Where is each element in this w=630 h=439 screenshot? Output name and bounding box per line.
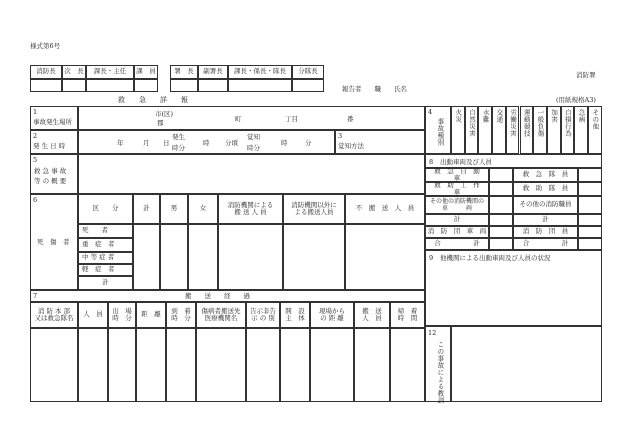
date-year: 年 [117, 139, 124, 147]
section4-number: 4 [428, 108, 433, 116]
section4-label-cell [425, 106, 451, 154]
section5-label-cell [30, 154, 78, 194]
approval2-section-leader: 課長・係長・隊長 [228, 65, 292, 79]
approval2-stamp-cell [170, 79, 198, 92]
type-natural-disaster: 自然災害 [465, 106, 479, 154]
date-day: 日 [163, 139, 170, 147]
type-traffic: 交通 [492, 106, 506, 154]
approval1-section-chief: 課長・主任 [86, 65, 134, 79]
casualty-data-cell [160, 224, 188, 290]
section12-label: この事故による教訓 [436, 341, 445, 404]
casualty-header-other-transport: 消防機関以外に よる搬送人員 [283, 194, 345, 224]
staff-ambulance-count [578, 168, 602, 182]
section5-summary-cell [78, 154, 425, 194]
address-county: 郡 [157, 119, 164, 127]
section9-cell [425, 250, 602, 326]
address-city: 市(区) [155, 110, 174, 118]
notified-unit: 時分 [247, 144, 260, 152]
address-chome: 丁目 [285, 115, 298, 123]
section12-label-cell [425, 326, 451, 402]
transport-header-hospital: 傷病者搬送先 医療機関名 [196, 302, 246, 328]
section9-number: 9 [429, 254, 434, 262]
type-sports: 運動競技 [520, 106, 534, 154]
transport-data-cell [280, 328, 310, 402]
occurred-minute: 分頃 [225, 139, 238, 147]
transport-header-arrival-time: 到 着 時 分 [166, 302, 196, 328]
section7-number: 7 [33, 292, 38, 300]
transport-header-designation: 告示非告 示 の 別 [246, 302, 280, 328]
staff-rescue-count [578, 182, 602, 196]
approval1-stamp-cell [30, 79, 62, 92]
type-assault: 加害 [547, 106, 561, 154]
section5-number: 5 [33, 156, 38, 164]
approval1-stamp-cell [62, 79, 86, 92]
transport-header-return-time: 帰 着 時 間 [390, 302, 425, 328]
section2-label: 発 生 日 時 [33, 142, 66, 150]
transport-data-cell [166, 328, 196, 402]
section8-title-cell [425, 154, 602, 168]
section8-title: 出動車両及び人員 [440, 158, 492, 166]
vehicle-subtotal-label: 計 [425, 214, 489, 226]
approval2-stamp-cell [228, 79, 292, 92]
vehicle-subtotal-count [489, 214, 513, 226]
type-labor: 労働災害 [506, 106, 520, 154]
transport-data-cell [196, 328, 246, 402]
fire-station-label: 消防署 [576, 71, 596, 79]
transport-header-operator: 開 設 主 体 [280, 302, 310, 328]
approval2-stamp-cell [292, 79, 324, 92]
section3-number: 3 [338, 132, 343, 140]
casualty-header-category: 区 分 [78, 194, 133, 224]
transport-data-cell [136, 328, 166, 402]
approval1-stamp-cell [86, 79, 134, 92]
type-fire: 火災 [451, 106, 465, 154]
staff-firecorps-count [578, 226, 602, 238]
vehicle-ambulance-label: 救 急 自 動 車 [425, 168, 489, 182]
address-town: 町 [235, 115, 242, 123]
transport-data-cell [108, 328, 136, 402]
transport-data-cell [354, 328, 390, 402]
casualty-header-female: 女 [188, 194, 218, 224]
approval1-stamp-cell [134, 79, 158, 92]
casualty-row-serious: 重 症 者 [78, 238, 133, 252]
section3-cell [335, 130, 425, 154]
vehicle-rescue-count [489, 182, 513, 196]
approval2-deputy-station-chief: 副署長 [198, 65, 228, 79]
casualty-header-total: 計 [133, 194, 160, 224]
section6-number: 6 [33, 196, 38, 204]
type-general-injury: 一般負傷 [533, 106, 547, 154]
address-ban: 番 [347, 115, 354, 123]
casualty-row-minor: 軽 症 者 [78, 264, 133, 276]
section6-label: 死 傷 者 [37, 238, 70, 246]
casualty-data-cell [345, 224, 425, 290]
staff-rescue-label: 救 助 隊 員 [513, 182, 578, 196]
staff-total-label: 合 計 [513, 238, 578, 250]
section2-datetime-cell [78, 130, 335, 154]
vehicle-total-label: 合 計 [425, 238, 489, 250]
section4-label: 事故種別 [436, 118, 445, 146]
vehicle-total-count [489, 238, 513, 250]
section9-title: 他機関による出動車両及び人員の状況 [440, 254, 551, 262]
section1-number: 1 [33, 108, 38, 116]
section1-address-cell [78, 106, 425, 130]
vehicle-firecorps-count [489, 226, 513, 238]
casualty-data-cell [133, 224, 160, 290]
staff-subtotal-count [578, 214, 602, 226]
approval2-squad-leader: 分隊長 [292, 65, 324, 79]
staff-firecorps-label: 消 防 団 員 [513, 226, 578, 238]
staff-ambulance-label: 救 急 隊 員 [513, 168, 578, 182]
approval2-stamp-cell [198, 79, 228, 92]
transport-header-personnel: 人 員 [78, 302, 108, 328]
casualty-header-male: 男 [160, 194, 188, 224]
form-number: 様式第6号 [30, 42, 61, 50]
section7-title: 搬 送 経 過 [185, 292, 250, 300]
occurred-hour: 時 [203, 139, 210, 147]
vehicle-rescue-label: 救 助 工 作 車 [425, 182, 489, 196]
casualty-data-cell [218, 224, 283, 290]
transport-header-transported: 搬 送 人 員 [354, 302, 390, 328]
approval1-staff: 課 員 [134, 65, 158, 79]
casualty-data-cell [188, 224, 218, 290]
casualty-row-total: 計 [78, 276, 133, 290]
section12-number: 12 [428, 329, 437, 337]
date-month: 月 [143, 139, 150, 147]
approval2-station-chief: 署 長 [170, 65, 198, 79]
casualty-row-moderate: 中 等 症 者 [78, 252, 133, 264]
section6-label-cell [30, 194, 78, 290]
section5-label: 救 急 事 故 等 の 概 要 [34, 167, 67, 185]
casualty-data-cell [283, 224, 345, 290]
approval1-deputy: 次 長 [62, 65, 86, 79]
occurred-label: 発生 [172, 133, 185, 141]
approval1-fire-chief: 消防長 [30, 65, 62, 79]
type-self-harm: 自損行為 [561, 106, 575, 154]
notified-minute: 分 [305, 139, 312, 147]
transport-header-scene-distance: 現場から の 距 離 [310, 302, 354, 328]
casualty-header-fire-transport: 消防機関による 搬 送 人 員 [218, 194, 283, 224]
casualty-header-not-transported: 不 搬 送 人 員 [345, 194, 425, 224]
section2-label-cell [30, 130, 78, 154]
type-sudden-illness: 急病 [574, 106, 588, 154]
notified-hour: 時 [281, 139, 288, 147]
section2-number: 2 [33, 132, 38, 140]
type-water: 水難 [478, 106, 492, 154]
paper-size-label: (用紙規格A3) [556, 96, 596, 104]
transport-header-dispatch-time: 出 場 時 分 [108, 302, 136, 328]
transport-data-cell [30, 328, 78, 402]
staff-subtotal-label: 計 [513, 214, 578, 226]
staff-other-label: その他の消防職員 [513, 196, 578, 214]
transport-data-cell [78, 328, 108, 402]
transport-data-cell [390, 328, 425, 402]
section3-label: 覚知方法 [338, 142, 364, 150]
vehicle-other-label: その他の消防機関の 車 両 [425, 196, 489, 214]
notified-label: 覚知 [247, 133, 260, 141]
section8-number: 8 [429, 158, 434, 166]
section7-title-cell [30, 290, 425, 302]
vehicle-firecorps-label: 消 防 団 車 両 [425, 226, 489, 238]
type-other: その他 [588, 106, 602, 154]
section1-label: 事故発生場所 [33, 118, 72, 126]
section12-lesson-cell [451, 326, 602, 402]
transport-data-cell [310, 328, 354, 402]
transport-header-unit: 消 防 本 部 又は救急隊名 [30, 302, 78, 328]
reporter-label: 報告者 職 氏名 [342, 85, 407, 93]
section1-label-cell [30, 106, 78, 130]
vehicle-other-count [489, 196, 513, 214]
transport-data-cell [246, 328, 280, 402]
staff-total-count [578, 238, 602, 250]
occurred-unit: 時分 [172, 144, 185, 152]
casualty-row-deaths: 死 者 [78, 224, 133, 238]
vehicle-ambulance-count [489, 168, 513, 182]
transport-header-distance: 距 離 [136, 302, 166, 328]
staff-other-count [578, 196, 602, 214]
form-title: 救 急 詳 報 [118, 96, 188, 104]
